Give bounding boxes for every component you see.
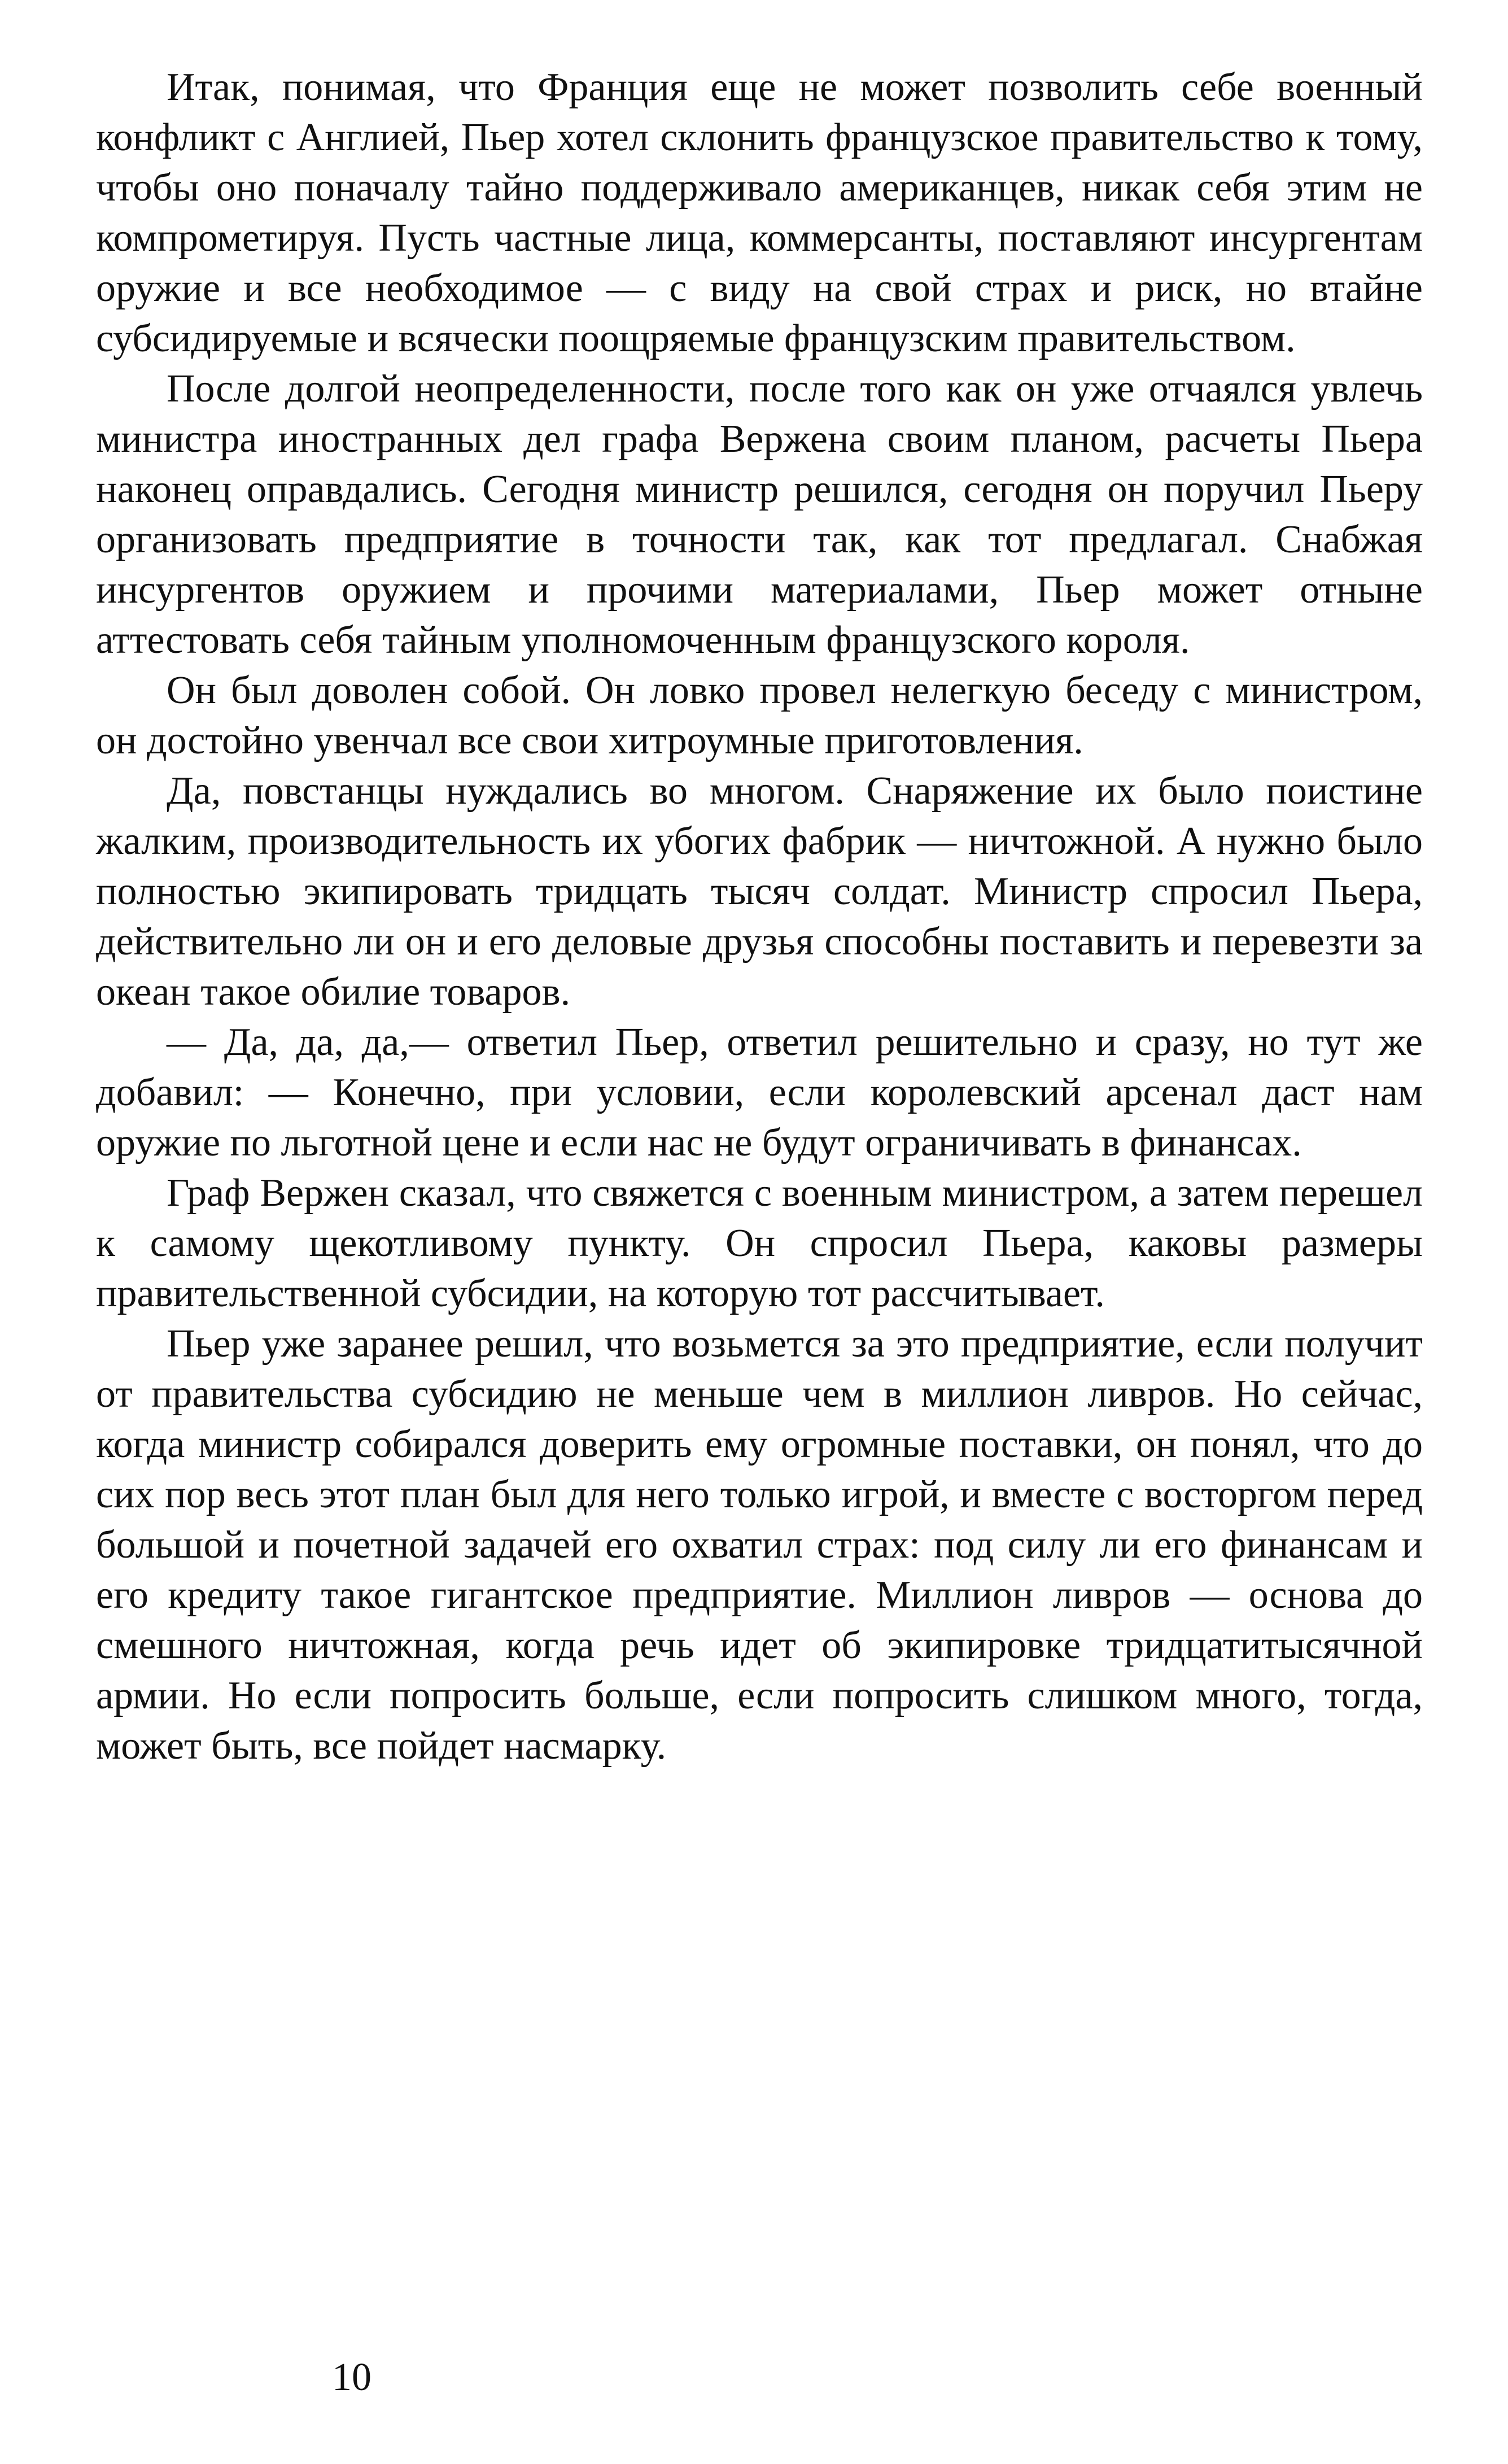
paragraph-7: Пьер уже заранее решил, что возьмется за это предприятие, если получит от правительства субсидию не меньше чем в миллион ливров. Но сейчас, когда министр собирался доверить ему огромные поставки, он понял, что до сих пор весь этот план был для него только игрой, и вместе с восторгом перед большой и почетной задачей его охватил страх: под силу ли его финансам и его кредиту такое гигантское предприятие. Миллион ливров — основа до смешного ничтожная, когда речь идет об экипировке тридцатитысячной армии. Но если попросить больше, если попросить слишком много, тогда, может быть, все пойдет насмарку.	[96, 1322, 1423, 1768]
paragraph-4: Да, повстанцы нуждались во многом. Снаряжение их было поистине жалким, производительность их убогих фабрик — ничтожной. А нужно было полностью экипировать тридцать тысяч солдат. Министр спросил Пьера, действительно ли он и его деловые друзья способны поставить и перевезти за океан такое обилие товаров.	[96, 769, 1423, 1014]
paragraph-6: Граф Вержен сказал, что свяжется с военным министром, а затем перешел к самому щекотливому пункту. Он спросил Пьера, каковы размеры правительственной субсидии, на которую тот рассчитывает.	[96, 1171, 1423, 1315]
book-page-text	[96, 62, 1423, 1771]
page-number: 10	[332, 2356, 371, 2399]
paragraph-1: Итак, понимая, что Франция еще не может позволить себе военный конфликт с Англией, Пьер хотел склонить французское правительство к тому, чтобы оно поначалу тайно поддерживало американцев, никак себя этим не компрометируя. Пусть частные лица, коммерсанты, поставляют инсургентам оружие и все необходимое — с виду на свой страх и риск, но втайне субсидируемые и всячески поощряемые французским правительством.	[96, 66, 1423, 360]
paragraph-3: Он был доволен собой. Он ловко провел нелегкую беседу с министром, он достойно увенчал все свои хитроумные приготовления.	[96, 669, 1423, 762]
paragraph-2: После долгой неопределенности, после того как он уже отчаялся увлечь министра иностранных дел графа Вержена своим планом, расчеты Пьера наконец оправдались. Сегодня министр решился, сегодня он поручил Пьеру организовать предприятие в точности так, как тот предлагал. Снабжая инсургентов оружием и прочими материалами, Пьер может отныне аттестовать себя тайным уполномоченным французского короля.	[96, 367, 1423, 662]
paragraph-5: — Да, да, да,— ответил Пьер, ответил решительно и сразу, но тут же добавил: — Конечно, при условии, если королевский арсенал даст нам оружие по льготной цене и если нас не будут ограничивать в финансах.	[96, 1021, 1423, 1165]
